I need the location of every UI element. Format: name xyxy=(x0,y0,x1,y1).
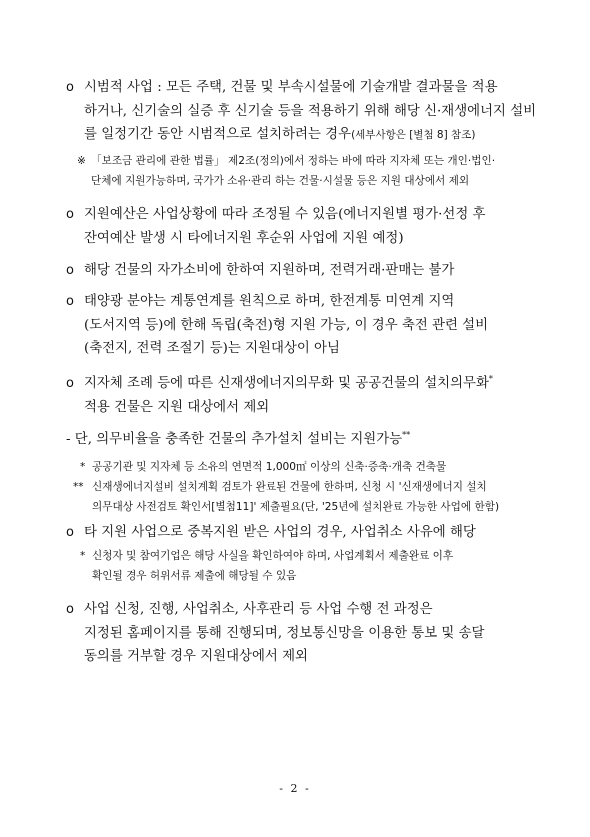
bullet-text xyxy=(84,290,546,361)
footnote-text xyxy=(92,547,552,586)
bullet-text xyxy=(84,203,546,250)
footnote-text xyxy=(92,478,552,517)
bullet-mark: o xyxy=(66,376,74,391)
text-line: 시범적 사업 : 모든 주택, 건물 및 부속시설물에 기술개발 결과물을 적용 xyxy=(84,80,498,95)
bullet-text xyxy=(84,259,546,283)
text-line xyxy=(84,372,546,396)
note-line: 「보조금 관리에 관한 법률」 제2조(정의)에서 정하는 바에 따라 지자체 또는 개인·법인· xyxy=(91,155,496,167)
note-line: 공공기관 및 지자체 등 소유의 연면적 1,000㎡ 이상의 신축·증축·개축 건축물 xyxy=(92,461,447,473)
bullet-mark: o xyxy=(66,207,74,222)
text-segment: 지자체 조례 등에 따른 신재생에너지의무화 및 공공건물의 설치의무화 xyxy=(84,376,489,391)
note-line: 신재생에너지설비 설치계획 검토가 완료된 건물에 한하며, 신청 시 '신재생에너지 설치 xyxy=(92,481,487,493)
bullet-text xyxy=(84,598,546,669)
text-line xyxy=(66,428,546,452)
bullet-mark: o xyxy=(66,80,74,95)
note-line: 신청자 및 참여기업은 해당 사실을 확인하여야 하며, 사업계획서 제출완료 이후 xyxy=(92,550,454,562)
note-line: 단체에 지원가능하며, 국가가 소유·관리 하는 건물·시설물 등은 지원 대상에서 제외 xyxy=(91,174,470,187)
text-line: 해당 건물의 자가소비에 한하여 지원하며, 전력거래·판매는 불가 xyxy=(84,263,455,278)
bullet-mark: o xyxy=(66,602,74,617)
text-line: 타 지원 사업으로 중복지원 받은 사업의 경우, 사업취소 사유에 해당 xyxy=(84,525,476,540)
text-line: (도서지역 등)에 한해 독립(축전)형 지원 가능, 이 경우 축전 관련 설비 xyxy=(84,317,489,333)
bullet-text xyxy=(84,521,546,545)
dash-text xyxy=(66,428,546,452)
text-line: 잔여예산 발생 시 타에너지원 후순위 사업에 지원 예정) xyxy=(84,230,404,246)
note-line: 확인될 경우 허위서류 제출에 해당될 수 있음 xyxy=(92,569,297,582)
bullet-text xyxy=(84,372,546,419)
text-line: 태양광 분야는 계통연계를 원칙으로 하며, 한전계통 미연계 지역 xyxy=(84,294,455,309)
text-line: 사업 신청, 진행, 사업취소, 사후관리 등 사업 수행 전 과정은 xyxy=(84,602,433,617)
note-line: 의무대상 사전검토 확인서[별첨11]' 제출필요(단, '25년에 설치완료 가능한 사업에 한함) xyxy=(92,500,500,513)
note-mark: ※ xyxy=(77,155,86,167)
bullet-mark: o xyxy=(66,525,74,540)
footnote-mark: * xyxy=(80,550,86,562)
footnote-mark: * xyxy=(80,461,86,473)
bullet-mark: o xyxy=(66,294,74,309)
footnote-text xyxy=(92,458,552,478)
footnote-mark: ** xyxy=(73,481,84,493)
bullet-text xyxy=(84,76,546,148)
reference-note: (세부사항은 [별첨 8] 참조) xyxy=(351,129,476,142)
text-line: 지원예산은 사업상황에 따라 조정될 수 있음(에너지원별 평가·선정 후 xyxy=(84,207,486,222)
text-line: 동의를 거부할 경우 지원대상에서 제외 xyxy=(84,649,308,665)
text-segment: - 단, 의무비율을 충족한 건물의 추가설치 설비는 지원가능 xyxy=(66,432,403,447)
text-line: 하거나, 신기술의 실증 후 신기술 등을 적용하기 위해 해당 신·재생에너지 설비 xyxy=(84,103,537,119)
bullet-mark: o xyxy=(66,263,74,278)
footnote-mark: * xyxy=(488,374,493,384)
note-text xyxy=(91,152,551,191)
text-line: 지정된 홈페이지를 통해 진행되며, 정보통신망을 이용한 통보 및 송달 xyxy=(84,625,485,641)
text-line: 적용 건물은 지원 대상에서 제외 xyxy=(84,399,270,415)
page-number: - 2 - xyxy=(279,782,311,795)
text-line: (축전지, 전력 조절기 등)는 지원대상이 아님 xyxy=(84,341,340,357)
footnote-mark: ** xyxy=(402,430,411,440)
text-segment: 를 일정기간 동안 시범적으로 설치하려는 경우 xyxy=(84,127,352,143)
text-line xyxy=(84,123,546,148)
